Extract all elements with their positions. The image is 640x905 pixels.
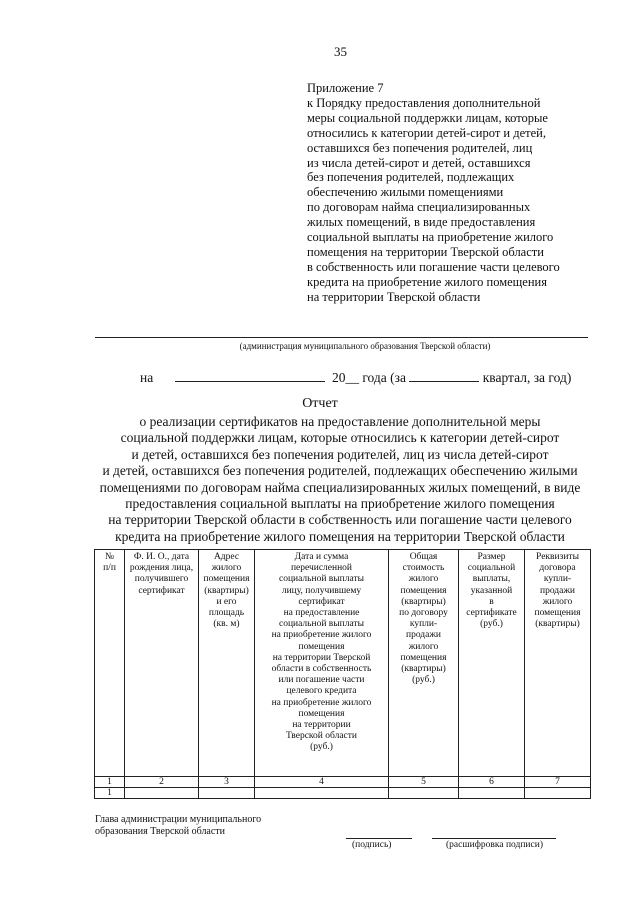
header-line: или погашение части xyxy=(278,675,365,686)
period-year-blank: __ xyxy=(345,370,359,385)
header-line: (квартиры) xyxy=(204,585,249,596)
header-line: по договору xyxy=(399,608,448,619)
table-cell xyxy=(389,788,459,799)
period-quarter-blank xyxy=(409,369,479,382)
header-line: социальной выплаты xyxy=(279,619,364,630)
header-line: сертификате xyxy=(466,608,517,619)
header-line: помещения xyxy=(534,608,581,619)
report-title: Отчет xyxy=(302,396,338,411)
report-subtitle-line: помещениями по договорам найма специализированных жилых помещений, в виде xyxy=(99,479,581,495)
header-line: на приобретение жилого xyxy=(271,630,372,641)
appendix-line: кредита на приобретение жилого помещения xyxy=(307,274,547,289)
appendix-line: социальной выплаты на приобретение жилого xyxy=(307,230,554,245)
table-cell: 1 xyxy=(95,788,125,799)
header-line: жилого xyxy=(408,574,439,585)
header-line: п/п xyxy=(103,563,116,574)
signatory-line: образования Тверской области xyxy=(95,826,226,837)
column-number: 5 xyxy=(389,777,459,788)
header-cell xyxy=(199,550,255,777)
signatory-line: Глава администрации муниципального xyxy=(95,814,262,825)
header-line: № xyxy=(104,552,115,562)
signature-blank-line xyxy=(346,838,412,839)
report-subtitle-line: кредита на приобретение жилого помещения на территории Тверской области xyxy=(115,528,565,544)
appendix-line: на территории Тверской области xyxy=(307,289,481,304)
header-line: выплаты, xyxy=(472,574,511,585)
report-subtitle xyxy=(40,414,640,545)
report-subtitle-line: о реализации сертификатов на предоставление дополнительной меры xyxy=(139,414,541,429)
header-line: стоимость xyxy=(402,563,445,574)
period-suffix: квартал, за год) xyxy=(482,370,572,385)
header-line: (руб.) xyxy=(412,675,435,686)
header-line: социальной выплаты xyxy=(279,574,364,585)
header-line: Реквизиты xyxy=(536,552,579,562)
header-line: продажи xyxy=(405,630,441,641)
appendix-line: в собственность или погашение части целевого xyxy=(307,259,560,274)
header-cell xyxy=(125,550,199,777)
header-line: области в собственность xyxy=(271,664,372,675)
header-line: на предоставление xyxy=(283,608,360,619)
page-number: 35 xyxy=(334,44,347,59)
header-line: сертификат xyxy=(298,596,345,607)
header-line: купли- xyxy=(409,619,438,630)
appendix-header xyxy=(307,81,607,305)
header-line: (квартиры) xyxy=(401,664,446,675)
decode-caption: (расшифровка подписи) xyxy=(446,840,543,850)
table-row xyxy=(95,788,591,799)
column-number: 4 xyxy=(255,777,389,788)
appendix-line: меры социальной поддержки лицам, которые xyxy=(307,110,548,125)
column-number-row xyxy=(95,777,591,788)
header-line: (квартиры) xyxy=(401,596,446,607)
appendix-line: к Порядку предоставления дополнительной xyxy=(307,95,541,110)
header-line: помещения xyxy=(400,585,447,596)
decode-blank-line xyxy=(432,838,556,839)
header-line: рождения лица, xyxy=(129,563,194,574)
header-line: продажи xyxy=(539,585,575,596)
report-subtitle-line: и детей, оставшихся без попечения родителей, лиц из числа детей-сирот xyxy=(131,446,549,462)
header-line: помещения xyxy=(203,574,250,585)
report-subtitle-line: предоставления социальной выплаты на приобретение жилого помещения xyxy=(125,496,555,512)
header-line: перечисленной xyxy=(290,563,353,574)
header-cell xyxy=(95,550,125,777)
column-number: 6 xyxy=(459,777,525,788)
table-cell xyxy=(199,788,255,799)
header-line: Размер xyxy=(477,552,506,562)
appendix-line: обеспечению жилыми помещениями xyxy=(307,185,504,200)
header-line: на приобретение жилого xyxy=(271,697,372,708)
column-number: 1 xyxy=(95,777,125,788)
header-line: (квартиры) xyxy=(535,619,580,630)
appendix-line: без попечения родителей, подлежащих xyxy=(307,170,515,185)
report-subtitle-line: и детей, оставшихся без попечения родителей, подлежащих обеспечению жилыми xyxy=(102,463,578,479)
table-cell xyxy=(525,788,591,799)
header-line: помещения xyxy=(298,708,345,719)
appendix-line: оставшихся без попечения родителей, лиц xyxy=(307,140,533,155)
header-line: в xyxy=(489,596,494,607)
period-date-blank xyxy=(175,369,325,382)
administration-caption: (администрация муниципального образования Тверской области) xyxy=(239,341,491,351)
header-line: купли- xyxy=(543,574,572,585)
header-line: указанной xyxy=(470,585,513,596)
header-line: Тверской области xyxy=(285,731,358,742)
column-number: 7 xyxy=(525,777,591,788)
period-middle: года (за xyxy=(362,370,406,385)
header-cell xyxy=(525,550,591,777)
header-line: (руб.) xyxy=(480,619,503,630)
header-line: на территории xyxy=(292,720,351,731)
appendix-line: по договорам найма специализированных xyxy=(307,200,531,215)
header-line: (кв. м) xyxy=(213,619,240,630)
header-cell xyxy=(255,550,389,777)
signature-caption: (подпись) xyxy=(352,840,392,850)
header-line: жилого xyxy=(408,641,439,652)
header-cell xyxy=(459,550,525,777)
header-line: (руб.) xyxy=(310,742,333,753)
appendix-line: из числа детей-сирот и детей, оставшихся xyxy=(307,155,531,170)
header-line: Ф. И. О., дата xyxy=(133,552,190,562)
administration-blank-line xyxy=(95,337,588,338)
table-cell xyxy=(125,788,199,799)
header-cell xyxy=(389,550,459,777)
header-line: жилого xyxy=(542,596,573,607)
header-line: Адрес xyxy=(213,552,240,562)
report-subtitle-line: на территории Тверской области в собственность или погашение части целевого xyxy=(108,512,572,528)
appendix-line: относились к категории детей-сирот и детей, xyxy=(307,125,546,140)
appendix-line: помещения на территории Тверской области xyxy=(307,244,544,259)
header-line: площадь xyxy=(208,608,245,619)
header-line: на территории Тверской xyxy=(272,652,371,663)
header-line: и его xyxy=(216,596,237,607)
header-line: сертификат xyxy=(138,585,185,596)
table-cell xyxy=(459,788,525,799)
period-year-prefix: 20 xyxy=(331,370,346,385)
period-prefix: на xyxy=(140,370,154,385)
header-line: целевого кредита xyxy=(286,686,357,697)
column-number: 3 xyxy=(199,777,255,788)
header-line: помещения xyxy=(400,652,447,663)
report-period xyxy=(140,369,571,386)
report-table xyxy=(94,549,591,799)
appendix-line: Приложение 7 xyxy=(307,81,384,95)
report-subtitle-line: социальной поддержки лицам, которые относились к категории детей-сирот xyxy=(120,430,560,446)
header-line: социальной xyxy=(467,563,516,574)
header-line: договора xyxy=(539,563,576,574)
signatory-position xyxy=(95,814,261,838)
header-line: Общая xyxy=(409,552,438,562)
table-header-row xyxy=(95,550,591,777)
header-line: получившего xyxy=(134,574,189,585)
header-line: жилого xyxy=(211,563,242,574)
header-line: лицу, получившему xyxy=(281,585,362,596)
appendix-line: жилых помещений, в виде предоставления xyxy=(307,215,536,230)
header-line: помещения xyxy=(298,641,345,652)
column-number: 2 xyxy=(125,777,199,788)
header-line: Дата и сумма xyxy=(294,552,349,562)
table-cell xyxy=(255,788,389,799)
